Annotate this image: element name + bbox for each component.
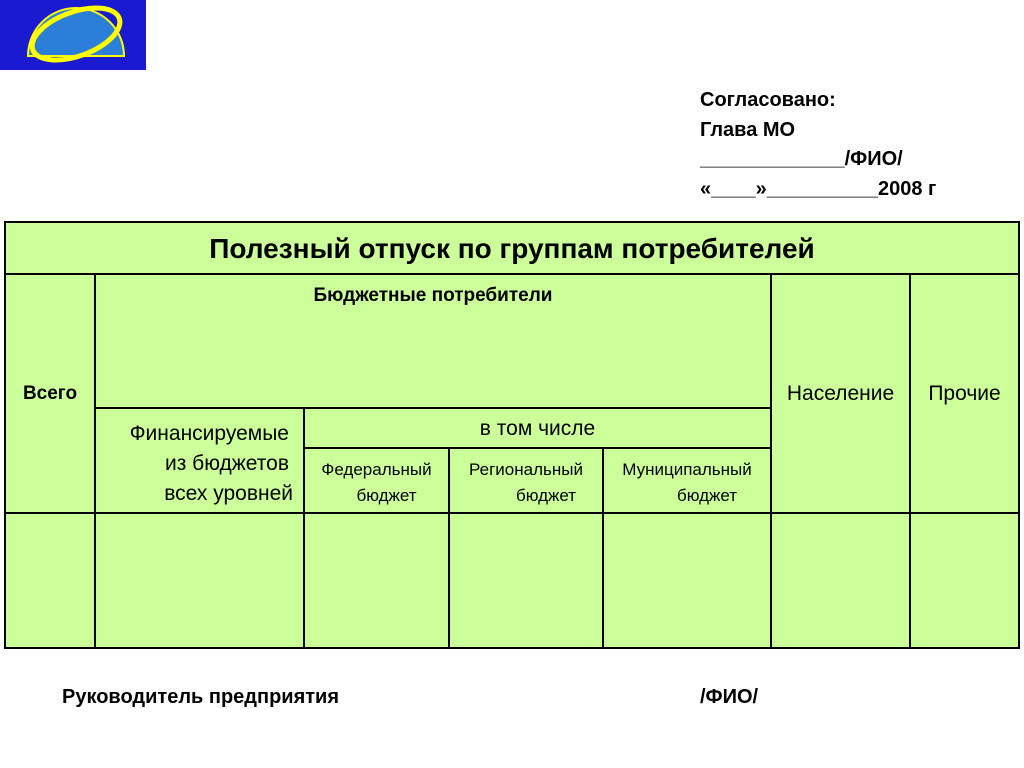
table-divider [6,273,1018,275]
federal-line-1: Федеральный [321,460,432,479]
financed-line-3: всех уровней [164,482,293,505]
header-regional [450,457,602,509]
municipal-line-2: бюджет [676,486,738,505]
manager-label: Руководитель предприятия [62,686,340,708]
approval-block [700,86,936,204]
approval-head: Глава МО [700,118,796,141]
header-budget-consumers: Бюджетные потребители [313,285,553,306]
table-divider [96,407,772,409]
approval-label: Согласовано: [700,89,836,111]
header-financed [98,419,303,509]
regional-line-2: бюджет [515,486,577,505]
table-divider [6,512,1018,514]
header-municipal [604,457,770,509]
header-federal [305,457,448,509]
header-other: Прочие [928,382,1001,405]
manager-fio: /ФИО/ [700,686,759,708]
table-divider [303,447,772,449]
header-total: Всего [22,383,78,404]
consumer-table [4,221,1020,649]
federal-line-2: бюджет [356,486,417,505]
regional-line-1: Региональный [469,460,583,479]
table-title: Полезный отпуск по группам потребителей [209,233,815,264]
logo [0,0,146,70]
header-including: в том числе [479,417,596,440]
approval-date-line: «____»__________2008 г [700,177,937,200]
financed-line-1: Финансируемые [129,422,289,445]
table-divider [94,273,96,647]
table-divider [303,407,305,647]
approval-signature-line: _____________/ФИО/ [700,148,903,170]
municipal-line-1: Муниципальный [622,460,752,479]
table-divider [909,273,911,647]
financed-line-2: из бюджетов [164,452,289,475]
table-divider [770,273,772,647]
header-population: Население [786,382,895,405]
globe-logo-icon [0,0,146,70]
